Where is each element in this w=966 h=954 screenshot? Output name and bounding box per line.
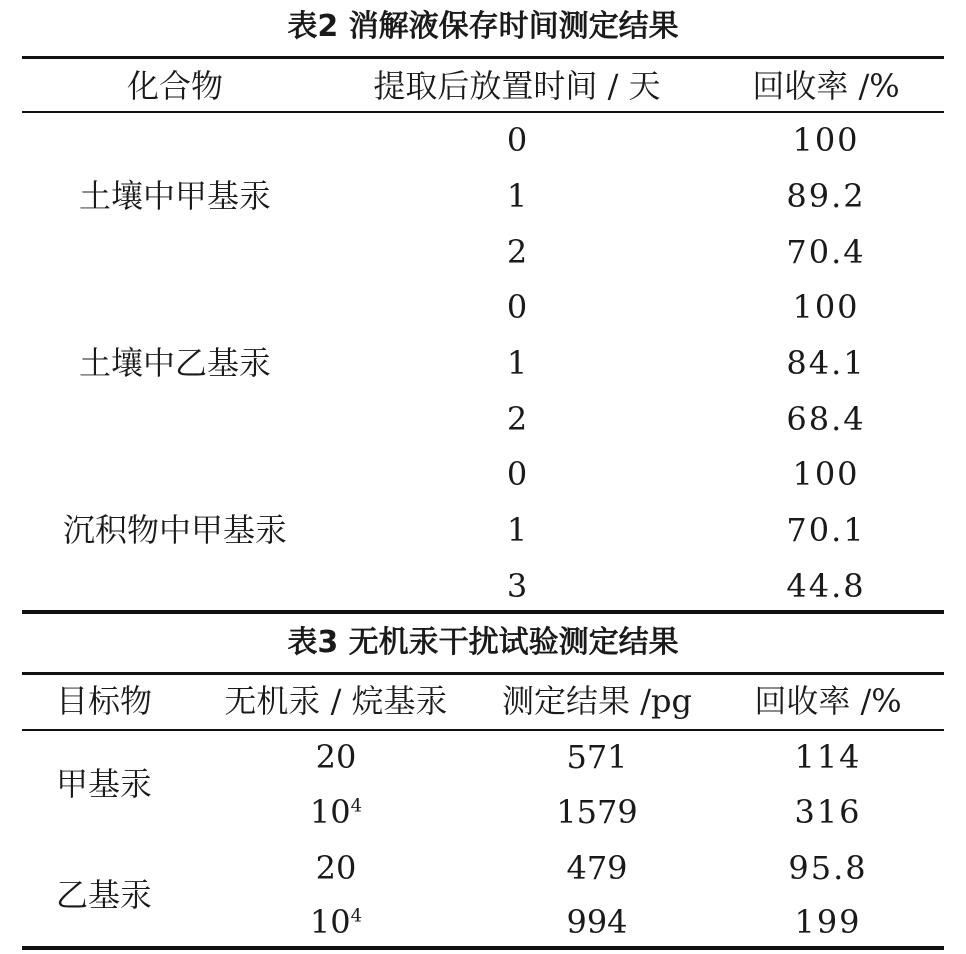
table3-bottom-rule xyxy=(22,946,944,950)
table3-ratio xyxy=(310,904,362,940)
table3-header-rule xyxy=(22,729,944,731)
table2-recovery: 70.4 xyxy=(786,233,866,271)
table2-time: 1 xyxy=(506,511,528,549)
table2-time: 2 xyxy=(506,233,528,271)
table3-ratio xyxy=(316,850,357,886)
table2-time: 1 xyxy=(506,344,528,382)
table2-time: 2 xyxy=(506,400,528,438)
table2-top-rule xyxy=(22,56,944,59)
table3-header-ratio: 无机汞 / 烷基汞 xyxy=(224,682,448,720)
table2-recovery: 89.2 xyxy=(786,177,866,215)
table2-compound: 土壤中甲基汞 xyxy=(78,177,272,215)
table3-result: 994 xyxy=(566,903,628,941)
table3-header-recovery: 回收率 /% xyxy=(754,682,902,720)
table3-ratio-exponent: 4 xyxy=(350,905,363,927)
table3-ratio-base: 10 xyxy=(309,793,351,831)
table3-result: 479 xyxy=(566,849,628,887)
table2-header-rule xyxy=(22,111,944,113)
table3-ratio-base: 20 xyxy=(315,738,357,776)
table3-result: 571 xyxy=(566,738,628,776)
table3-ratio-exponent: 4 xyxy=(350,795,363,817)
table2-compound: 沉积物中甲基汞 xyxy=(62,511,288,549)
table2-header-time: 提取后放置时间 / 天 xyxy=(373,67,661,105)
table2-time: 0 xyxy=(506,288,528,326)
table2-recovery: 44.8 xyxy=(786,567,866,605)
table2-bottom-rule xyxy=(22,610,944,614)
table3-ratio-base: 10 xyxy=(309,903,351,941)
table3-recovery: 316 xyxy=(794,793,862,831)
table2-recovery: 100 xyxy=(792,455,860,493)
table3-header-target: 目标物 xyxy=(56,682,153,720)
table3-caption: 表3 无机汞干扰试验测定结果 xyxy=(287,625,679,660)
table2-recovery: 70.1 xyxy=(786,511,866,549)
table2-recovery: 100 xyxy=(792,121,860,159)
table3-result: 1579 xyxy=(556,793,638,831)
table3-target: 甲基汞 xyxy=(56,765,153,803)
table3-header-result: 测定结果 /pg xyxy=(502,682,692,720)
table3-recovery: 114 xyxy=(794,738,862,776)
table3-ratio-base: 20 xyxy=(315,849,357,887)
table3-top-rule xyxy=(22,672,944,675)
table2-time: 0 xyxy=(506,455,528,493)
table2-header-recovery: 回收率 /% xyxy=(752,67,900,105)
table3-recovery: 199 xyxy=(794,903,862,941)
table2-recovery: 100 xyxy=(792,288,860,326)
table3-ratio xyxy=(310,794,362,830)
table2-recovery: 68.4 xyxy=(786,400,866,438)
table2-time: 0 xyxy=(506,121,528,159)
table2-time: 1 xyxy=(506,177,528,215)
table3-target: 乙基汞 xyxy=(56,876,153,914)
table2-header-compound: 化合物 xyxy=(126,67,224,105)
table3-recovery: 95.8 xyxy=(788,849,868,887)
table2-time: 3 xyxy=(506,567,528,605)
table3-ratio xyxy=(316,739,357,775)
table2-caption: 表2 消解液保存时间测定结果 xyxy=(287,9,679,44)
table2-compound: 土壤中乙基汞 xyxy=(78,344,272,382)
table2-recovery: 84.1 xyxy=(786,344,866,382)
